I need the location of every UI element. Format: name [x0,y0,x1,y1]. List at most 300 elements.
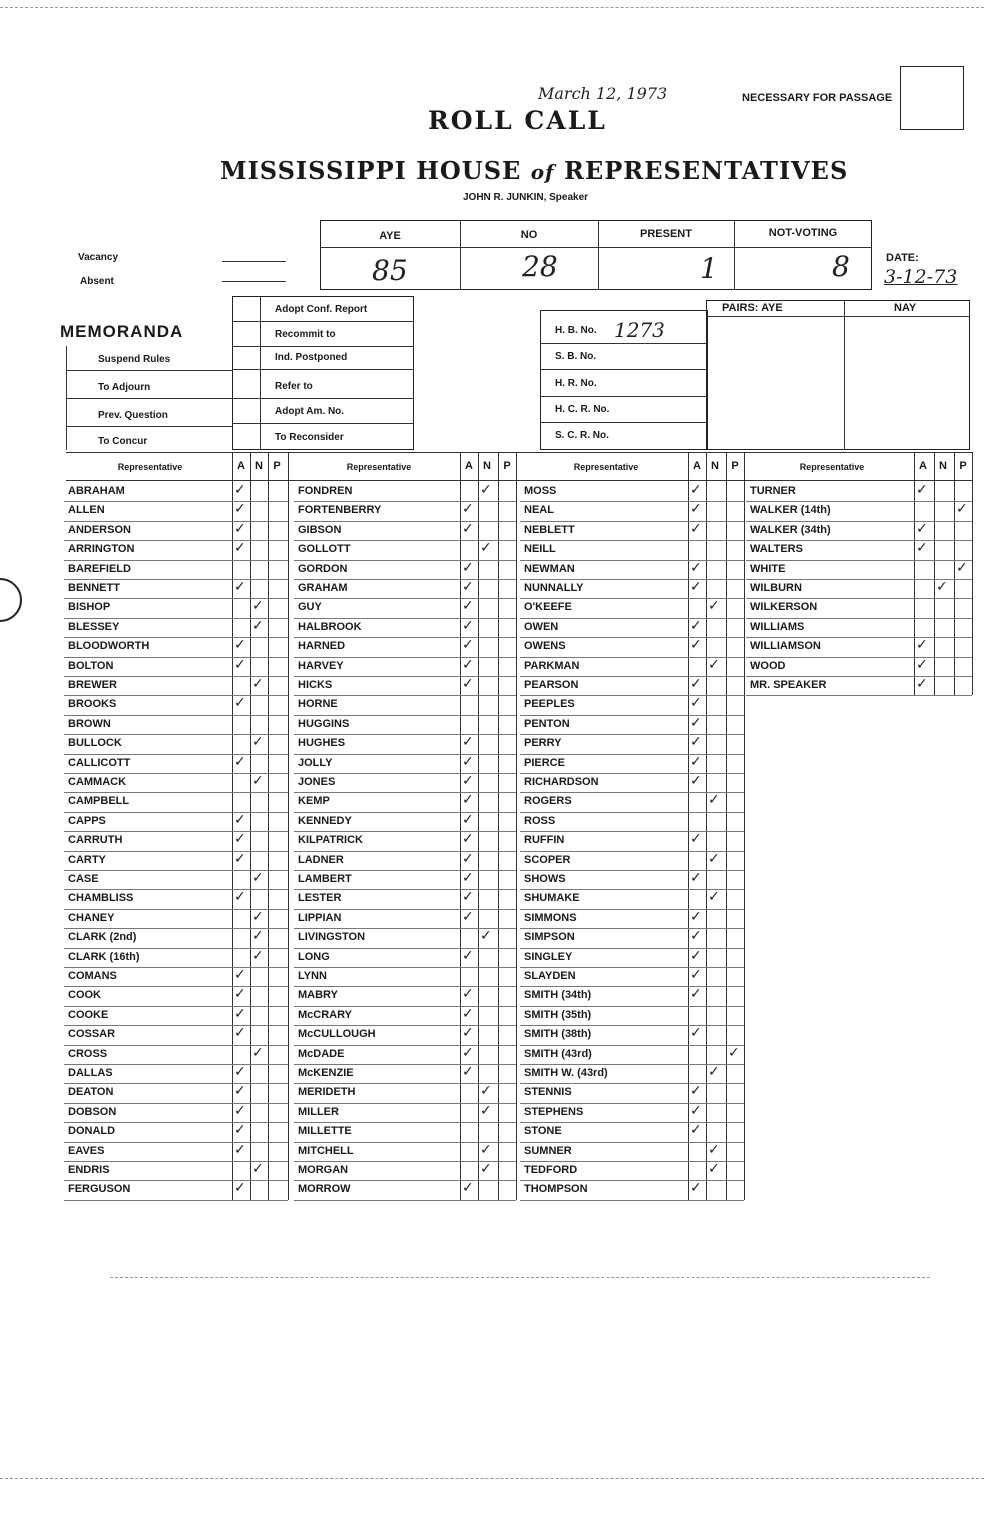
representative-name: JONES [298,776,336,788]
necessary-label: NECESSARY FOR PASSAGE [742,92,893,104]
row-rule [64,501,288,502]
row-rule [294,1006,516,1007]
row-rule [294,715,516,716]
representative-name: TEDFORD [524,1164,578,1176]
row-rule [64,1200,288,1201]
representative-name: WALKER (14th) [750,504,831,517]
vote-checkmark: ✓ [234,501,246,518]
present-count: 1 [700,252,718,285]
vote-checkmark: ✓ [234,1141,246,1158]
representative-name: GUY [298,601,322,614]
representative-name: LIVINGSTON [298,931,366,944]
vote-checkmark: ✓ [916,676,928,692]
representative-name: LYNN [298,970,327,982]
representative-name: CARTY [68,853,106,866]
representative-name: BLOODWORTH [68,640,150,653]
vote-checkmark: ✓ [708,792,720,809]
vote-checkmark: ✓ [234,1122,246,1139]
representative-name: MOSS [524,485,557,497]
vote-checkmark: ✓ [234,850,246,867]
row-rule [64,1025,288,1026]
memo-item: Prev. Question [98,410,168,421]
row-rule [294,637,516,638]
memo-rule [66,370,232,371]
memo-item: To Concur [98,436,148,447]
vote-checkmark: ✓ [708,598,720,615]
house-title-post: REPRESENTATIVES [564,156,849,185]
vote-checkmark: ✓ [690,773,702,789]
row-rule [520,637,744,638]
vote-checkmark: ✓ [690,1025,702,1042]
representative-name: GORDON [298,562,348,575]
representative-name: ABRAHAM [68,485,125,497]
representative-name: McCULLOUGH [298,1028,376,1041]
vote-checkmark: ✓ [252,947,264,964]
row-rule [294,695,516,696]
row-rule [64,695,288,696]
representative-name: O'KEEFE [524,601,572,614]
representative-name: PENTON [524,717,570,730]
bill-label: S. C. R. No. [555,430,609,441]
representative-name: RICHARDSON [524,776,599,788]
representative-name: WALKER (34th) [750,523,831,536]
memo-action: Adopt Conf. Report [275,304,368,315]
vote-checkmark: ✓ [708,1141,720,1158]
representative-name: NEAL [524,504,554,517]
vote-checkmark: ✓ [690,1180,702,1197]
representative-name: BULLOCK [68,737,122,750]
row-rule [520,812,744,813]
memo-item: To Adjourn [98,382,151,393]
row-rule [520,715,744,716]
row-rule [294,1045,516,1046]
row-rule [520,560,744,561]
bill-rule [540,369,708,370]
representative-name: SMITH (35th) [524,1008,592,1021]
memo-rule [66,426,232,427]
vote-checkmark: ✓ [462,579,474,595]
representative-name: CHANEY [68,911,115,924]
representative-name: GRAHAM [298,582,348,594]
vote-checkmark: ✓ [462,811,474,828]
representative-name: PIERCE [524,756,565,769]
memo-action: Ind. Postponed [275,352,348,363]
row-rule [294,734,516,735]
row-rule [746,501,972,502]
vote-checkmark: ✓ [708,1064,720,1080]
vote-checkmark: ✓ [690,617,702,634]
vote-checkmark: ✓ [690,501,702,518]
row-rule [520,1200,744,1201]
row-rule [294,831,516,832]
row-rule [294,986,516,987]
vote-checkmark: ✓ [956,501,968,518]
vote-checkmark: ✓ [462,947,474,964]
vote-checkmark: ✓ [234,1180,246,1197]
vote-checkmark: ✓ [690,482,702,498]
vote-column-rule [460,452,461,1200]
house-title-of: of [530,160,555,184]
bill-label: H. R. No. [555,378,597,389]
vote-checkmark: ✓ [480,928,492,945]
vote-checkmark: ✓ [462,1064,474,1080]
vote-checkmark: ✓ [916,482,928,498]
representative-name: BOLTON [68,659,114,672]
vote-column-rule [232,452,233,1200]
row-rule [64,560,288,561]
representative-header: Representative [799,462,865,472]
representative-name: HUGHES [298,737,346,750]
row-rule [520,831,744,832]
representative-name: FERGUSON [68,1183,131,1196]
vote-checkmark: ✓ [462,831,474,848]
vote-checkmark: ✓ [462,734,474,751]
vote-checkmark: ✓ [462,850,474,867]
row-rule [294,967,516,968]
row-rule [64,715,288,716]
memo-item: Suspend Rules [98,354,171,365]
row-rule [746,560,972,561]
vote-column-rule [954,452,955,695]
representative-name: ANDERSON [68,523,131,536]
representative-name: WILBURN [750,582,802,594]
row-rule [520,773,744,774]
row-rule [520,618,744,619]
vote-checkmark: ✓ [252,617,264,634]
vote-checkmark: ✓ [462,656,474,673]
absent-label: Absent [80,276,114,287]
representative-name: SMITH (43rd) [524,1047,592,1060]
row-rule [520,1025,744,1026]
row-rule [520,928,744,929]
row-rule [64,831,288,832]
p-header: P [503,460,511,472]
bill-rule [540,343,708,344]
vote-checkmark: ✓ [234,753,246,770]
representative-name: CLARK (2nd) [68,931,137,944]
vote-checkmark: ✓ [234,1064,246,1080]
date-label: DATE: [886,252,919,264]
representative-name: DALLAS [68,1067,113,1079]
row-rule [520,754,744,755]
vote-checkmark: ✓ [728,1044,740,1061]
representative-name: MABRY [298,989,338,1002]
representative-name: MORGAN [298,1164,349,1176]
vote-checkmark: ✓ [252,870,264,886]
representative-name: WILKERSON [750,601,818,614]
representative-name: STONE [524,1125,562,1138]
row-rule [746,521,972,522]
representative-name: WILLIAMSON [750,640,821,653]
representative-name: MILLER [298,1105,339,1118]
representative-name: COOKE [68,1008,109,1021]
vote-checkmark: ✓ [234,1102,246,1119]
memo-action: Recommit to [275,329,336,340]
row-rule [520,948,744,949]
row-rule [520,1083,744,1084]
representative-name: RUFFIN [524,834,565,847]
representative-name: McDADE [298,1047,345,1060]
vote-checkmark: ✓ [916,520,928,537]
representative-name: PEEPLES [524,698,575,711]
pairs-nay-label: NAY [894,302,917,314]
representative-name: NEBLETT [524,523,575,536]
memo-left-edge [66,346,67,450]
vote-checkmark: ✓ [462,889,474,906]
representative-name: MR. SPEAKER [750,679,827,691]
representative-name: GOLLOTT [298,543,351,556]
row-rule [64,637,288,638]
representative-name: BLESSEY [68,620,120,633]
row-rule [520,909,744,910]
memo-action: To Reconsider [275,432,344,443]
vote-checkmark: ✓ [234,1025,246,1042]
a-header: A [919,460,927,472]
vote-checkmark: ✓ [462,559,474,576]
row-rule [520,501,744,502]
n-header: N [711,460,719,472]
representative-name: SIMMONS [524,911,577,924]
vote-checkmark: ✓ [690,559,702,576]
house-title [220,156,848,185]
vote-checkmark: ✓ [690,947,702,964]
representative-name: OWENS [524,640,566,653]
memo-action-rule [232,423,414,424]
row-rule [746,618,972,619]
present-header: PRESENT [640,228,692,240]
representative-name: BISHOP [68,601,111,614]
vote-checkmark: ✓ [690,1102,702,1119]
representative-name: ARRINGTON [68,543,135,556]
scan-line-top [0,7,984,8]
representative-name: SHUMAKE [524,892,580,905]
representative-name: DONALD [68,1125,116,1138]
vote-checkmark: ✓ [956,559,968,576]
vote-checkmark: ✓ [462,792,474,809]
n-header: N [939,460,947,472]
representative-header: Representative [346,462,412,472]
row-rule [294,1122,516,1123]
row-rule [520,521,744,522]
vote-checkmark: ✓ [234,520,246,537]
row-rule [520,1006,744,1007]
memo-action: Adopt Am. No. [275,406,345,417]
row-rule [64,657,288,658]
memo-action-rule [232,346,414,347]
row-rule [64,1180,288,1181]
vote-checkmark: ✓ [234,967,246,983]
scan-line-bottom [0,1478,984,1479]
vote-checkmark: ✓ [480,540,492,557]
aye-header: AYE [379,230,401,242]
vote-checkmark: ✓ [462,1025,474,1042]
row-rule [64,579,288,580]
vote-checkmark: ✓ [936,579,948,595]
vote-checkmark: ✓ [252,908,264,925]
representative-name: COMANS [68,970,117,982]
representative-name: LADNER [298,853,344,866]
vote-checkmark: ✓ [480,482,492,498]
vote-checkmark: ✓ [252,1044,264,1061]
representative-name: SMITH (34th) [524,989,592,1002]
row-rule [64,967,288,968]
vote-checkmark: ✓ [234,1005,246,1022]
representative-name: HICKS [298,679,333,691]
vote-checkmark: ✓ [234,482,246,498]
vote-checkmark: ✓ [690,928,702,945]
vote-checkmark: ✓ [690,520,702,537]
vote-checkmark: ✓ [708,850,720,867]
memoranda-title: MEMORANDA [60,322,184,341]
vote-checkmark: ✓ [234,656,246,673]
pairs-box [706,300,970,450]
row-rule [294,1064,516,1065]
row-rule [64,1083,288,1084]
representative-name: ENDRIS [68,1164,110,1176]
vote-checkmark: ✓ [462,986,474,1003]
row-rule [64,1064,288,1065]
roll-call-title: ROLL CALL [428,106,607,135]
vote-column-rule [744,452,745,1200]
handwritten-date: March 12, 1973 [538,84,668,103]
representative-name: HORNE [298,698,338,711]
no-count: 28 [522,250,558,283]
hb-number: 1273 [614,318,665,342]
vote-checkmark: ✓ [234,811,246,828]
vote-checkmark: ✓ [462,1005,474,1022]
representative-name: McCRARY [298,1008,352,1021]
vote-checkmark: ✓ [234,695,246,712]
row-rule [294,618,516,619]
vote-checkmark: ✓ [462,520,474,537]
vote-checkmark: ✓ [462,637,474,654]
representative-name: COOK [68,989,101,1002]
vote-checkmark: ✓ [690,695,702,712]
vote-checkmark: ✓ [234,1083,246,1100]
vote-column-rule [516,452,517,1200]
absent-line [222,281,286,282]
representative-name: CASE [68,873,99,885]
representative-name: SLAYDEN [524,970,576,982]
representative-name: WILLIAMS [750,620,805,633]
vote-checkmark: ✓ [480,1083,492,1100]
not-voting-count: 8 [832,250,850,283]
vote-checkmark: ✓ [480,1102,492,1119]
row-rule [746,637,972,638]
representative-name: MORROW [298,1183,351,1196]
row-rule [520,676,744,677]
representative-name: STENNIS [524,1086,572,1099]
memo-action: Refer to [275,381,313,392]
vote-checkmark: ✓ [690,753,702,770]
representative-name: BENNETT [68,582,120,594]
row-rule [64,754,288,755]
representative-name: SUMNER [524,1144,572,1157]
vote-checkmark: ✓ [234,637,246,654]
aye-count: 85 [372,254,408,287]
representative-name: HARNED [298,640,346,653]
representative-name: SHOWS [524,873,566,885]
vote-checkmark: ✓ [480,1141,492,1158]
a-header: A [465,460,473,472]
bill-rule [540,396,708,397]
row-rule [520,734,744,735]
row-rule [294,889,516,890]
vote-checkmark: ✓ [690,579,702,595]
representative-name: McKENZIE [298,1067,354,1079]
punch-hole [0,578,22,622]
row-rule [64,986,288,987]
vote-checkmark: ✓ [252,734,264,751]
row-rule [520,1122,744,1123]
representative-name: WALTERS [750,543,803,556]
bill-label: H. C. R. No. [555,404,610,415]
row-rule [294,676,516,677]
vote-column-rule [268,452,269,1200]
row-rule [64,1006,288,1007]
row-rule [520,1180,744,1181]
memo-rule [66,398,232,399]
vote-checkmark: ✓ [690,831,702,848]
representative-name: MITCHELL [298,1144,354,1157]
row-rule [294,521,516,522]
representative-name: NEWMAN [524,562,575,575]
vote-column-rule [288,452,289,1200]
vote-column-rule [934,452,935,695]
row-rule [294,754,516,755]
representative-name: PEARSON [524,679,579,691]
table-header-rule [66,480,972,481]
row-rule [746,676,972,677]
representative-name: ALLEN [68,504,105,517]
p-header: P [273,460,281,472]
row-rule [64,540,288,541]
row-rule [520,986,744,987]
p-header: P [731,460,739,472]
vote-checkmark: ✓ [252,773,264,789]
speaker-line: JOHN R. JUNKIN, Speaker [463,192,589,203]
representative-name: CROSS [68,1047,108,1060]
vote-checkmark: ✓ [916,656,928,673]
representative-name: ROGERS [524,795,572,808]
row-rule [64,521,288,522]
row-rule [294,1025,516,1026]
memo-action-rule [232,369,414,370]
no-header: NO [520,229,538,241]
row-rule [294,560,516,561]
vote-checkmark: ✓ [690,676,702,692]
representative-name: GIBSON [298,523,342,536]
row-rule [520,870,744,871]
row-rule [746,598,972,599]
row-rule [64,1103,288,1104]
vote-checkmark: ✓ [234,540,246,557]
representative-name: CARRUTH [68,834,123,847]
bill-rule [540,422,708,423]
n-header: N [255,460,263,472]
vote-checkmark: ✓ [708,656,720,673]
vote-checkmark: ✓ [462,676,474,692]
representative-name: HUGGINS [298,717,350,730]
representative-name: LESTER [298,892,342,905]
representative-name: CAMMACK [68,776,127,788]
representative-name: NEILL [524,543,556,556]
row-rule [520,540,744,541]
scan-line-mid [110,1277,930,1278]
representative-name: SMITH W. (43rd) [524,1067,608,1079]
representative-name: BAREFIELD [68,562,131,575]
representative-name: CALLICOTT [68,756,131,769]
